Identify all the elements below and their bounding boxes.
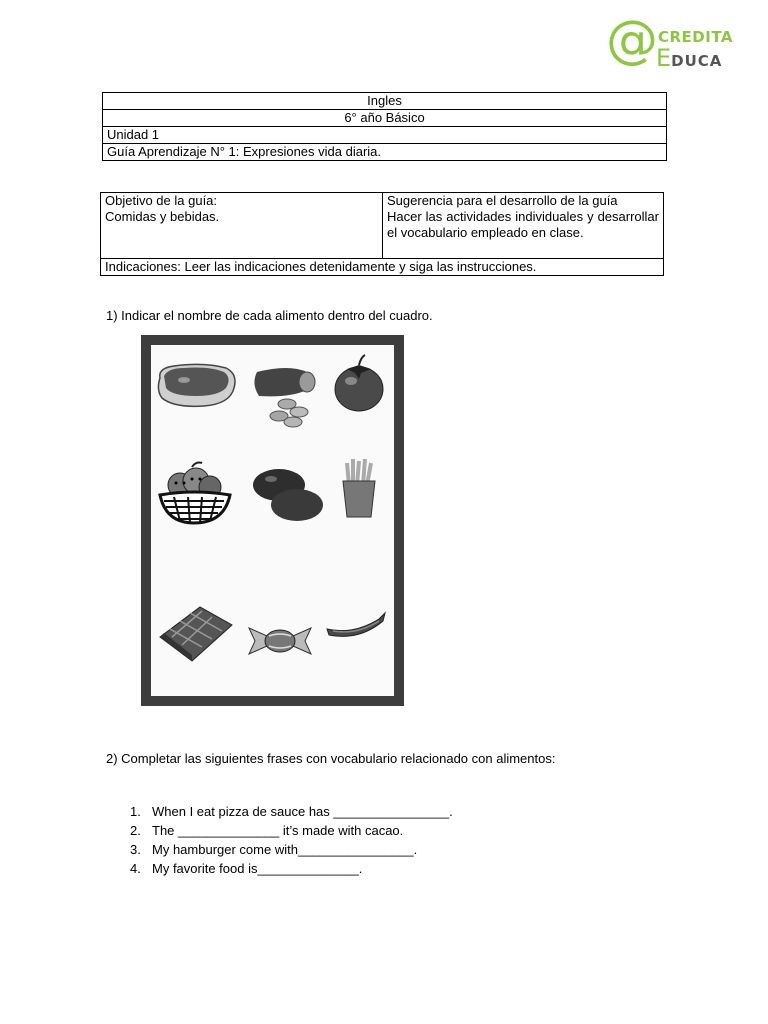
list-item: 4. My favorite food is______________. — [130, 861, 363, 876]
grade-cell: 6° año Básico — [103, 110, 667, 127]
list-item: 2. The ______________ it’s made with cacao. — [130, 823, 404, 838]
unit-cell: Unidad 1 — [103, 127, 667, 144]
banana-icon — [323, 605, 389, 641]
sentence-text: When I eat pizza de sauce has ________________. — [152, 804, 453, 819]
acredita-educa-logo — [606, 10, 734, 72]
logo-line1: CREDITA — [658, 28, 734, 46]
list-item: 3. My hamburger come with________________. — [130, 842, 418, 857]
candy-icon — [247, 620, 313, 660]
guide-cell: Guía Aprendizaje N° 1: Expresiones vida diaria. — [103, 144, 667, 161]
info-table — [100, 192, 664, 276]
list-item: 1. When I eat pizza de sauce has ________________. — [130, 804, 453, 819]
sentence-list — [130, 802, 453, 878]
food-picture-frame — [141, 335, 404, 706]
sausage-icon — [249, 358, 321, 430]
chocolate-icon — [156, 603, 236, 665]
meat-icon — [154, 360, 239, 412]
header-table — [102, 92, 667, 161]
objective-label: Objetivo de la guía: — [105, 193, 218, 208]
sentence-text: My favorite food is______________. — [152, 861, 363, 876]
suggestion-label: Sugerencia para el desarrollo de la guía — [387, 193, 618, 208]
indications-cell: Indicaciones: Leer las indicaciones detenidamente y siga las instrucciones. — [101, 259, 664, 276]
french-fries-icon — [339, 457, 379, 519]
fruit-basket-icon — [154, 457, 234, 529]
suggestion-cell — [383, 193, 664, 259]
question-2: 2) Completar las siguientes frases con vocabulario relacionado con alimentos: — [106, 751, 556, 766]
objective-value: Comidas y bebidas. — [105, 209, 220, 224]
objective-cell — [101, 193, 383, 259]
question-1: 1) Indicar el nombre de cada alimento dentro del cuadro. — [106, 308, 433, 323]
suggestion-value: Hacer las actividades individuales y desarrollar el vocabulario empleado en clase. — [387, 209, 659, 240]
food-picture-area — [151, 345, 394, 696]
sentence-text: My hamburger come with________________. — [152, 842, 418, 857]
logo-line2: EDUCA — [656, 44, 723, 72]
logo-at-symbol: @ — [606, 10, 658, 70]
sentence-text: The ______________ it’s made with cacao. — [152, 823, 404, 838]
tomato-icon — [331, 353, 387, 413]
subject-cell: Ingles — [103, 93, 667, 110]
potatoes-icon — [249, 463, 329, 525]
